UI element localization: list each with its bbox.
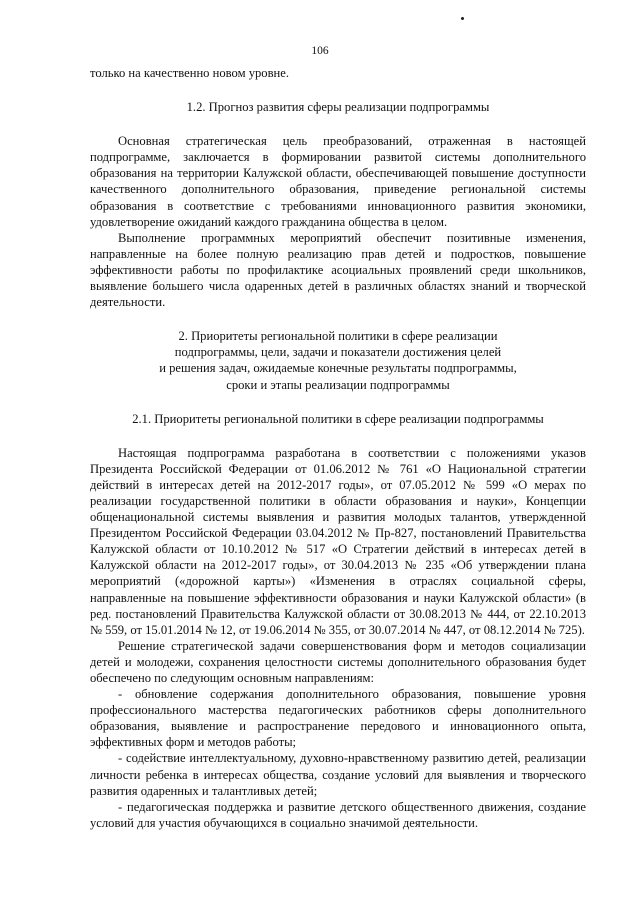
scan-speck (461, 17, 464, 20)
intro-line: только на качественно новом уровне. (90, 66, 290, 80)
section-2-title-line: 2. Приоритеты региональной политики в сфере реализации (178, 329, 498, 344)
document-body (90, 65, 586, 831)
direction-item: - содействие интеллектуальному, духовно-нравственному развитию детей, реализации личности ребенка в интересах общества, создание условий для выявления и творческого развития одаренных и талантливых детей; (90, 751, 586, 798)
section-2-title-line: и решения задач, ожидаемые конечные результаты подпрограммы, (159, 361, 517, 376)
section-2-title-line: подпрограммы, цели, задачи и показатели достижения целей (174, 345, 502, 360)
direction-item: - педагогическая поддержка и развитие детского общественного движения, создание условий для участия обучающихся в социально значимой деятельности. (90, 799, 586, 830)
section-1-2-title: 1.2. Прогноз развития сферы реализации подпрограммы (186, 100, 490, 115)
page-number: 106 (311, 45, 329, 57)
section-1-2-paragraph: Основная стратегическая цель преобразований, отраженная в настоящей подпрограмме, заключается в формировании развитой системы дополнительного образования на территории Калужской области, обеспечивающей повышение доступности качественного дополнительного образования, приведение региональной системы образования в соответствие с требованиями инновационного развития экономики, удовлетворение ожиданий каждого гражданина общества в целом. (90, 134, 586, 229)
section-2-1-paragraph: Настоящая подпрограмма разработана в соответствии с положениями указов Президента Российской Федерации от 01.06.2012 № 761 «О Национальной стратегии действий в интересах детей на 2012-2017 годы», от 07.05.2012 № 599 «О мерах по реализации государственной политики в области образования и науки», Концепции общенациональной системы выявления и развития молодых талантов, утвержденной Президентом Российской Федерации 03.04.2012 № Пр-827, постановлений Правительства Калужской области от 10.10.2012 № 517 «О Стратегии действий в интересах детей в Калужской области на 2012-2017 годы», от 30.04.2013 № 235 «Об утверждении плана мероприятий («дорожной карты») «Изменения в отраслях социальной сферы, направленные на повышение эффективности образования и науки Калужской области» (в ред. постановлений Правительства Калужской области от 30.08.2013 № 444, от 22.10.2013 № 559, от 15.01.2014 № 12, от 19.06.2014 № 355, от 30.07.2014 № 447, от 08.12.2014 № 725). (90, 445, 586, 637)
section-2-title (90, 328, 586, 392)
section-2-1-paragraph: Решение стратегической задачи совершенствования форм и методов социализации детей и молодежи, сохранения целостности системы дополнительного образования будет обеспечено по следующим основным направлениям: (90, 638, 586, 685)
section-2-1-title: 2.1. Приоритеты региональной политики в сфере реализации подпрограммы (132, 411, 544, 426)
section-2-title-line: сроки и этапы реализации подпрограммы (226, 377, 450, 392)
direction-item: - обновление содержания дополнительного образования, повышение уровня профессионального мастерства педагогических работников сферы дополнительного образования, выявление и распространение передового и инновационного опыта, эффективных форм и методов работы; (90, 687, 586, 750)
section-1-2-paragraph: Выполнение программных мероприятий обеспечит позитивные изменения, направленные на более полную реализацию прав детей и подростков, повышение эффективности работы по профилактике асоциальных проявлений среди школьников, выявление большего числа одаренных детей в различных областях знаний и творческой деятельности. (90, 230, 586, 310)
